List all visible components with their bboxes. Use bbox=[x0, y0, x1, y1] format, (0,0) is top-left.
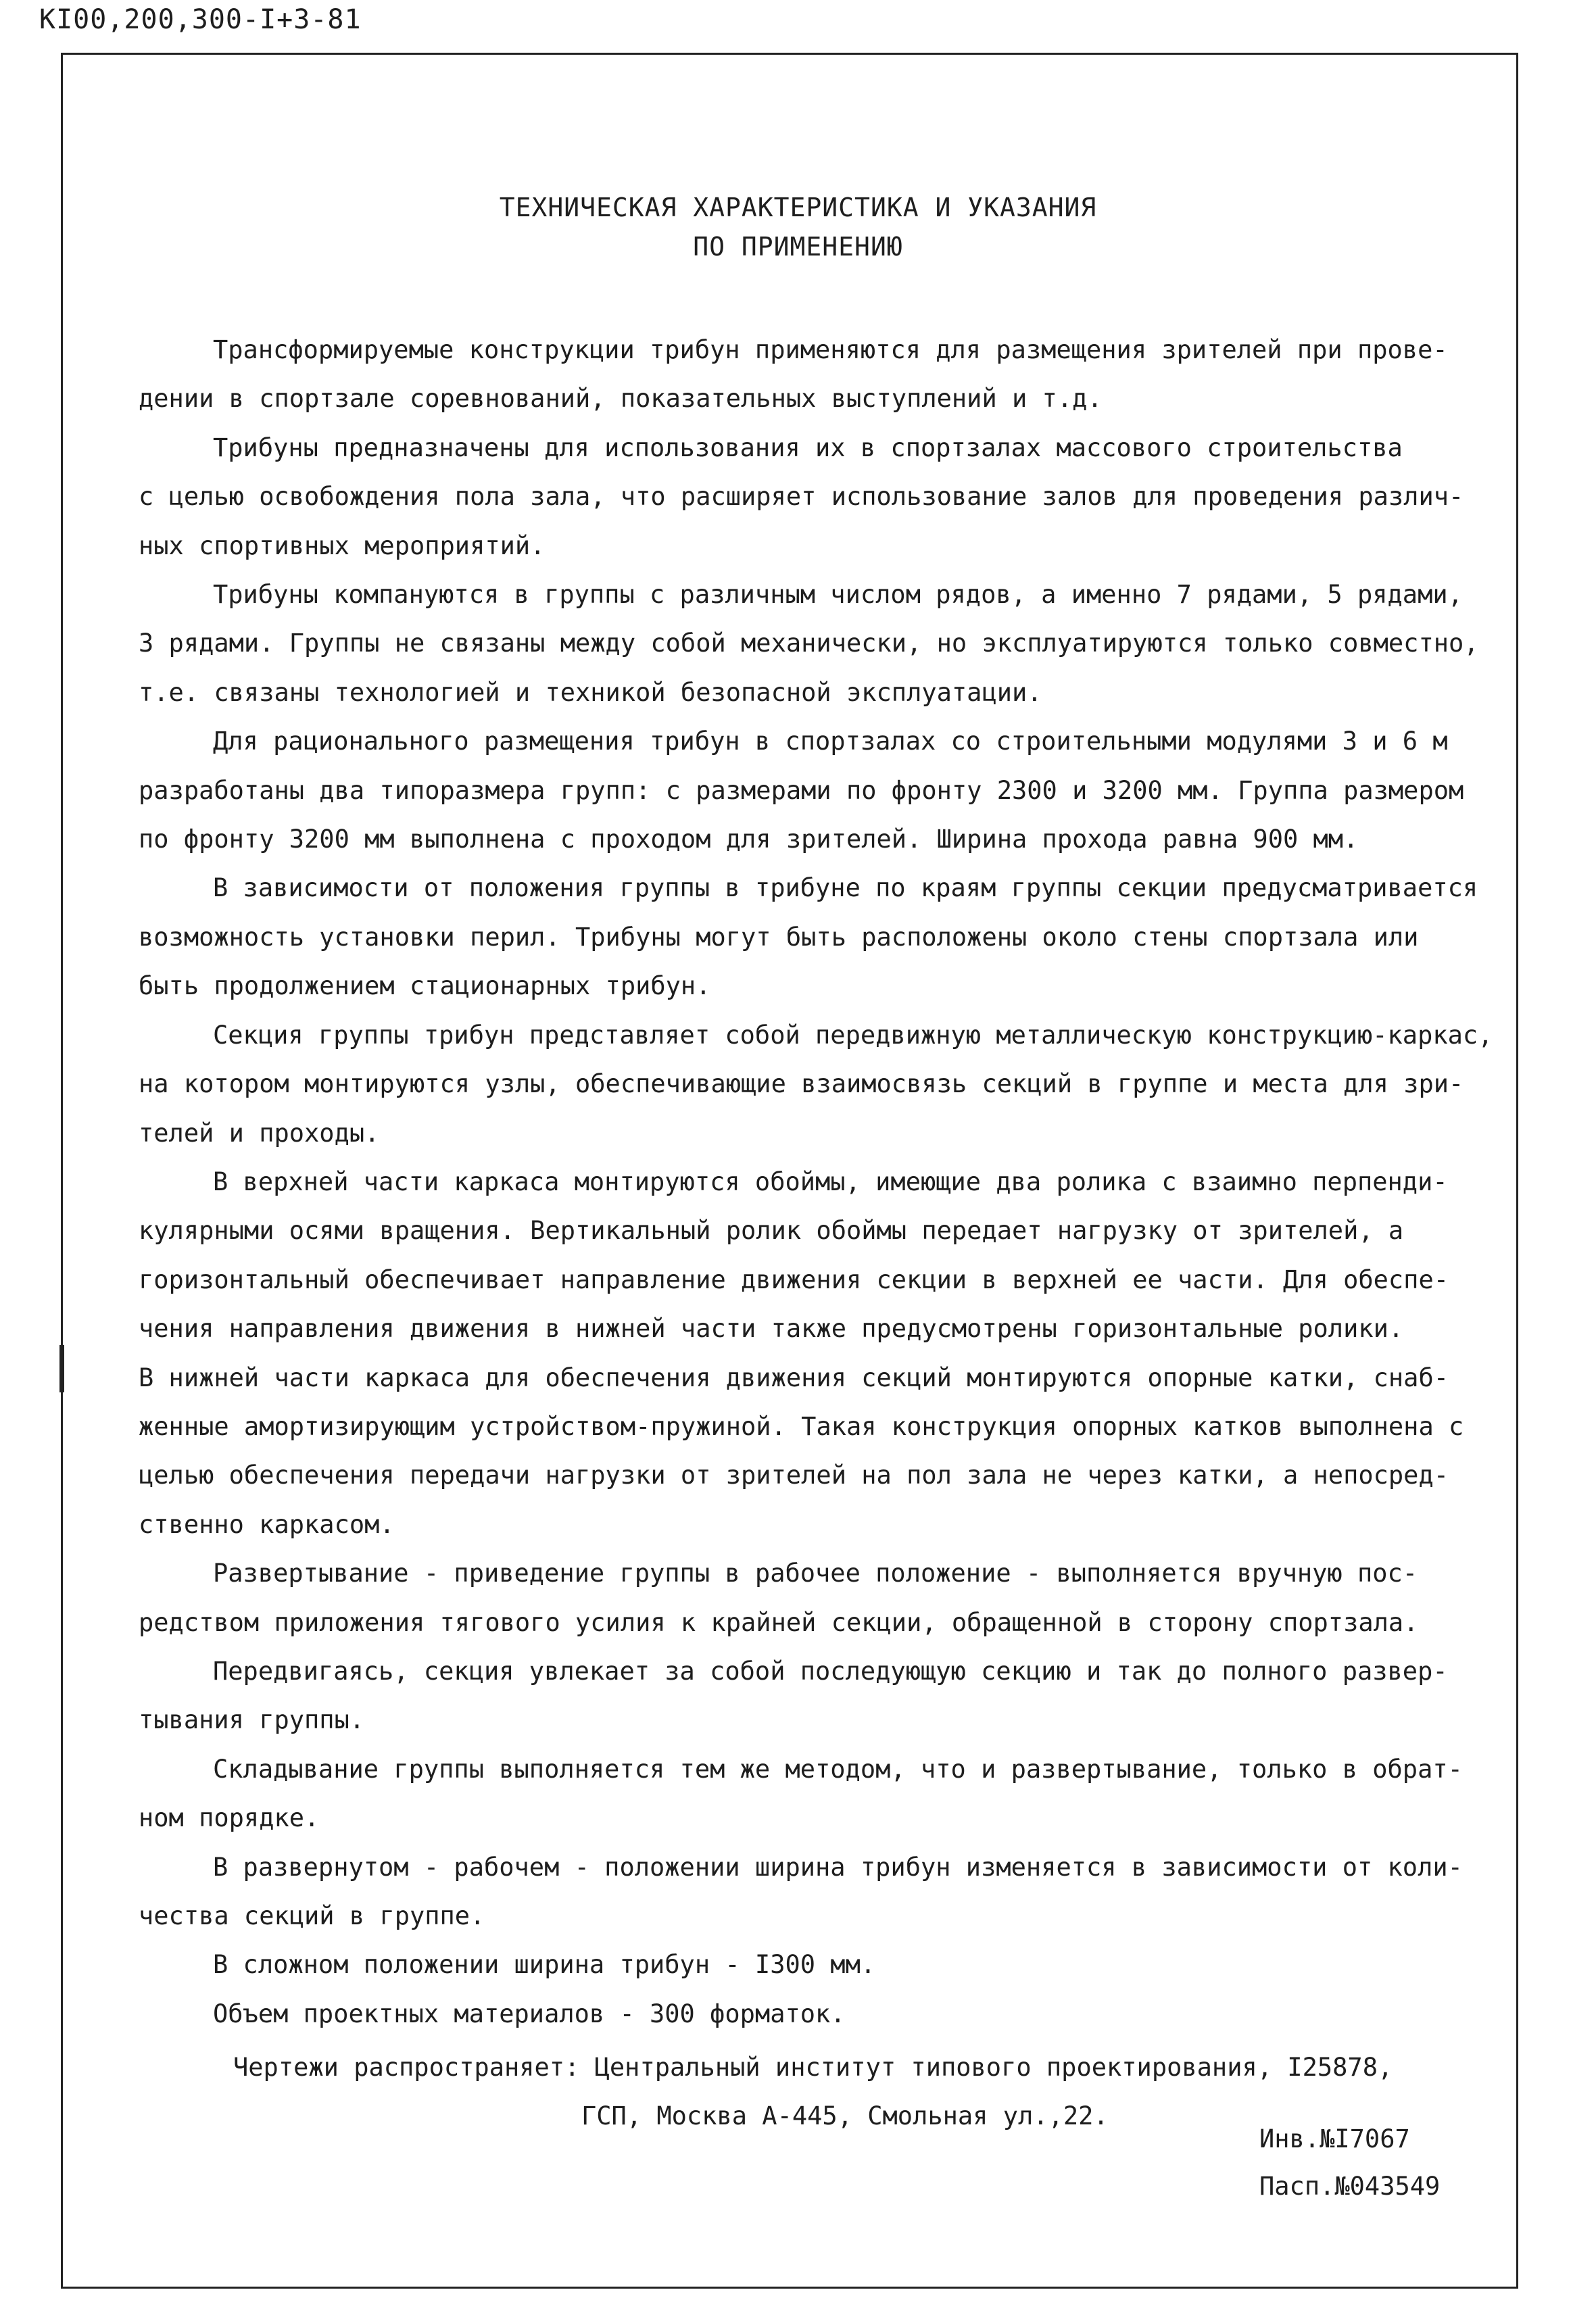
text-line: В сложном положении ширина трибун - I300 мм. bbox=[213, 1950, 876, 1980]
text-line: 3 рядами. Группы не связаны между собой механически, но эксплуатируются только совместно, bbox=[139, 629, 1479, 658]
text-line: разработаны два типоразмера групп: с размерами по фронту 2300 и 3200 мм. Группа размером bbox=[139, 775, 1464, 805]
text-line: Трансформируемые конструкции трибун применяются для размещения зрителей при прове- bbox=[213, 335, 1448, 364]
text-line: горизонтальный обеспечивает направление движения секции в верхней ее части. Для обеспе- bbox=[139, 1265, 1449, 1294]
text-line: Объем проектных материалов - 300 форматок. bbox=[213, 1999, 846, 2028]
text-line: Трибуны компануются в группы с различным числом рядов, а именно 7 рядами, 5 рядами, bbox=[213, 580, 1463, 610]
inventory-number: Инв.№I7067 bbox=[1259, 2124, 1410, 2153]
text-line: чества секций в группе. bbox=[139, 1901, 485, 1930]
text-line: женные амортизирующим устройством-пружиной. Такая конструкция опорных катков выполнена с bbox=[139, 1411, 1464, 1441]
text-line: Развертывание - приведение группы в рабочее положение - выполняется вручную пос- bbox=[213, 1559, 1418, 1588]
text-line: чения направления движения в нижней части также предусмотрены горизонтальные ролики. bbox=[139, 1314, 1404, 1344]
text-line: с целью освобождения пола зала, что расширяет использование залов для проведения различ- bbox=[139, 482, 1464, 512]
inventory-block bbox=[1259, 2116, 1440, 2210]
document-code: КI00,200,300-I+3-81 bbox=[39, 4, 362, 35]
text-line: редством приложения тягового усилия к крайней секции, обращенной в сторону спортзала. bbox=[139, 1607, 1419, 1637]
text-line: возможность установки перил. Трибуны могут быть расположены около стены спортзала или bbox=[139, 922, 1419, 952]
text-line: ном порядке. bbox=[139, 1803, 320, 1833]
page-subtitle: ПО ПРИМЕНЕНИЮ bbox=[693, 232, 903, 262]
text-line: В зависимости от положения группы в трибуне по краям группы секции предусматривается bbox=[213, 873, 1478, 903]
text-line: Передвигаясь, секция увлекает за собой последующую секцию и так до полного развер- bbox=[213, 1656, 1448, 1686]
text-line: кулярными осями вращения. Вертикальный ролик обоймы передает нагрузку от зрителей, а bbox=[139, 1216, 1404, 1246]
text-line: ных спортивных мероприятий. bbox=[139, 531, 546, 560]
document-body bbox=[139, 326, 1493, 2039]
text-line: целью обеспечения передачи нагрузки от зрителей на пол зала не через катки, а непосред- bbox=[139, 1461, 1449, 1490]
text-line: по фронту 3200 мм выполнена с проходом для зрителей. Ширина прохода равна 900 мм. bbox=[139, 825, 1359, 854]
distribution-note bbox=[233, 2043, 1393, 2141]
margin-mark bbox=[59, 1345, 64, 1392]
text-line: т.е. связаны технологией и техникой безопасной эксплуатации. bbox=[139, 677, 1042, 707]
distribution-line: Чертежи распространяет: Центральный институт типового проектирования, I25878, bbox=[233, 2053, 1393, 2082]
text-line: тывания группы. bbox=[139, 1705, 365, 1735]
text-line: на котором монтируются узлы, обеспечивающие взаимосвязь секций в группе и места для зри- bbox=[139, 1069, 1464, 1099]
passport-number: Пасп.№043549 bbox=[1259, 2172, 1441, 2201]
text-line: Для рационального размещения трибун в спортзалах со строительными модулями 3 и 6 м bbox=[213, 727, 1448, 756]
text-line: В развернутом - рабочем - положении ширина трибун изменяется в зависимости от коли- bbox=[213, 1852, 1463, 1882]
text-line: Складывание группы выполняется тем же методом, что и развертывание, только в обрат- bbox=[213, 1754, 1463, 1784]
text-line: В нижней части каркаса для обеспечения движения секций монтируются опорные катки, снаб- bbox=[139, 1363, 1449, 1392]
text-line: В верхней части каркаса монтируются обоймы, имеющие два ролика с взаимно перпенди- bbox=[213, 1167, 1448, 1196]
page-title: ТЕХНИЧЕСКАЯ ХАРАКТЕРИСТИКА И УКАЗАНИЯ bbox=[499, 193, 1097, 222]
text-line: телей и проходы. bbox=[139, 1118, 380, 1148]
distribution-address: ГСП, Москва А-445, Смольная ул.,22. bbox=[581, 2101, 1109, 2130]
text-line: Секция группы трибун представляет собой передвижную металлическую конструкцию-каркас, bbox=[213, 1020, 1493, 1050]
text-line: ственно каркасом. bbox=[139, 1509, 395, 1539]
text-line: быть продолжением стационарных трибун. bbox=[139, 971, 711, 1001]
text-line: Трибуны предназначены для использования их в спортзалах массового строительства bbox=[213, 433, 1403, 462]
text-line: дении в спортзале соревнований, показательных выступлений и т.д. bbox=[139, 384, 1103, 414]
